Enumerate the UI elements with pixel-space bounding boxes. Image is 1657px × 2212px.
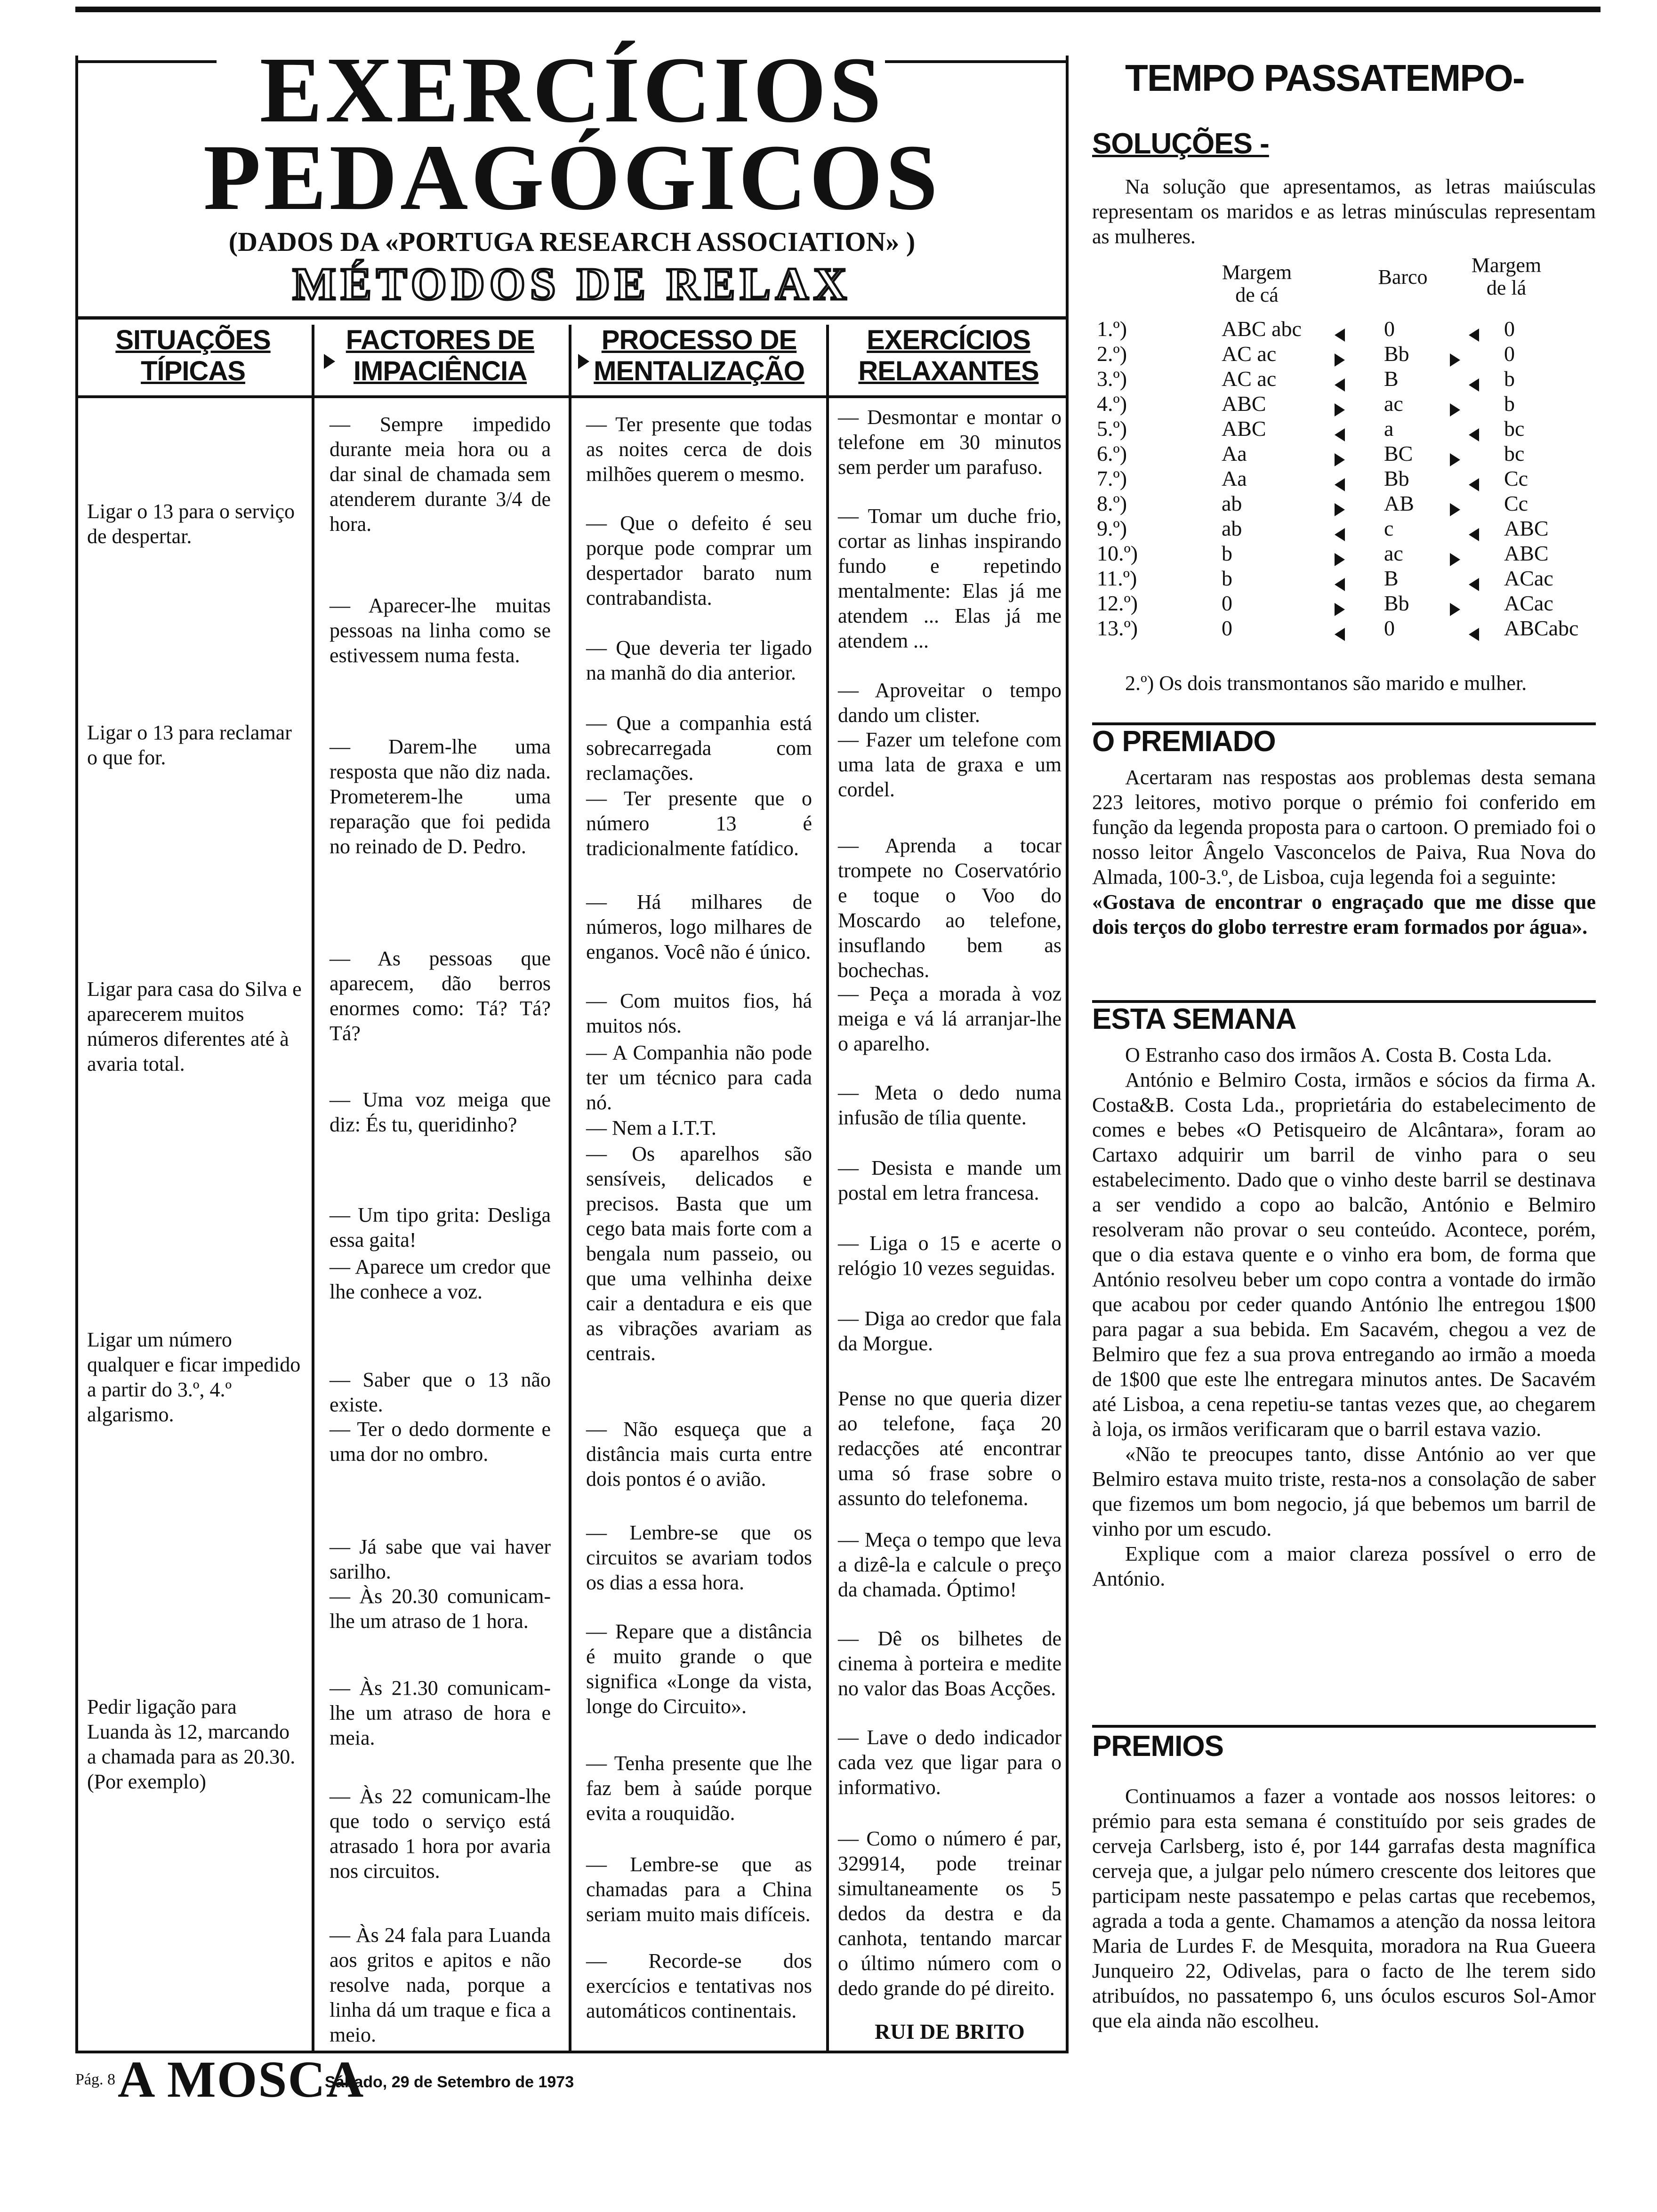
margem-ca-value: 0 bbox=[1222, 616, 1232, 640]
factor-item: — Sempre impedido durante meia hora ou a dar sinal de chamada sem atenderem durante 3/4 de hora. bbox=[330, 413, 551, 536]
exercise-item: Pense no que queria dizer ao telefone, faça 20 redacções até encontrar uma só frase sobre o assunto do telefonema. bbox=[838, 1387, 1062, 1510]
column-header-factors bbox=[320, 325, 560, 387]
barco-value: 0 bbox=[1384, 616, 1395, 640]
column-divider bbox=[826, 325, 829, 2052]
barco-value: Bb bbox=[1384, 342, 1409, 366]
exercise-item: — Fazer um telefone com uma lata de graxa e um cordel. bbox=[838, 728, 1062, 801]
margem-ca-value: AC ac bbox=[1222, 342, 1277, 366]
barco-value: c bbox=[1384, 516, 1394, 540]
factor-item: — Às 22 comunicam-lhe que todo o serviço está atrasado 1 hora por avaria nos circuitos. bbox=[330, 1785, 551, 1883]
solucoes-heading-text: SOLUÇÕES - bbox=[1092, 128, 1269, 160]
margem-ca-value: b bbox=[1222, 541, 1232, 565]
factor-item: — Ter o dedo dormente e uma dor no ombro. bbox=[330, 1418, 551, 1466]
factor-item: — Às 20.30 comunicam-lhe um atraso de 1 hora. bbox=[330, 1585, 551, 1633]
top-rule bbox=[75, 7, 1601, 12]
barco-value: a bbox=[1384, 417, 1394, 441]
premios-text: Continuamos a fazer a vontade aos nossos leitores: o prémio para esta semana é constituído por seis grades de cerveja Carlsberg, isto é, por 144 garrafas desta magnífica cerveja que, a julgar pelo número crescente dos leitores que participam neste passatempo e pelas cartas que recebemos, agrada a toda a gente. Chamamos a atenção da nossa leitora Maria de Lurdes F. de Mesquita, moradora na Rua Gueera Junqueiro 22, Odivelas, para o facto de lhe terem sido atribuídos, no passatempo 6, uns óculos escuros Sol-Amor que ela ainda não escolheu. bbox=[1092, 1785, 1596, 2032]
factor-item: — Aparecer-lhe muitas pessoas na linha como se estivessem numa festa. bbox=[330, 594, 551, 667]
margem-ca-value: Aa bbox=[1222, 466, 1247, 490]
situation-item: Ligar o 13 para o serviço de despertar. bbox=[87, 500, 295, 548]
exercise-item: — Desista e mande um postal em letra francesa. bbox=[838, 1156, 1062, 1204]
row-number: 12.º) bbox=[1097, 591, 1138, 615]
margem-la-value: ABCabc bbox=[1504, 616, 1579, 640]
solucoes-intro-text: Na solução que apresentamos, as letras maiúsculas representam os maridos e as letras minúsculas representam as mulheres. bbox=[1092, 175, 1596, 248]
barco-value: BC bbox=[1384, 441, 1413, 465]
table-header-text: Margem bbox=[1222, 261, 1292, 284]
margem-ca-value: ABC abc bbox=[1222, 317, 1302, 341]
solution-row bbox=[1097, 466, 1596, 491]
process-item: — Com muitos fios, há muitos nós. bbox=[586, 989, 812, 1037]
column-header-situations bbox=[80, 325, 306, 387]
passatempo-title: TEMPO PASSATEMPO- bbox=[1125, 57, 1524, 99]
semana-paragraph: O Estranho caso dos irmãos A. Costa B. Costa Lda. bbox=[1125, 1043, 1552, 1066]
barco-value: Bb bbox=[1384, 466, 1409, 490]
row-number: 2.º) bbox=[1097, 342, 1127, 366]
process-item: — Tenha presente que lhe faz bem à saúde porque evita a rouquidão. bbox=[586, 1752, 812, 1825]
factor-item: — Um tipo grita: Desliga essa gaita! bbox=[330, 1203, 551, 1251]
factor-item: — Às 21.30 comunicam-lhe um atraso de hora e meia. bbox=[330, 1676, 551, 1749]
exercise-item: — Meta o dedo numa infusão de tília quente. bbox=[838, 1081, 1062, 1129]
row-number: 6.º) bbox=[1097, 441, 1127, 465]
solution-row bbox=[1097, 366, 1596, 391]
solution-row bbox=[1097, 616, 1596, 641]
factor-item: — Às 24 fala para Luanda aos gritos e apitos e não resolve nada, porque a linha dá um traque e fica a meio. bbox=[330, 1923, 551, 2046]
premios-heading: PREMIOS bbox=[1092, 1730, 1223, 1763]
solution-row bbox=[1097, 591, 1596, 616]
solucoes-heading bbox=[1092, 127, 1269, 160]
row-number: 7.º) bbox=[1097, 466, 1127, 490]
solution-row bbox=[1097, 491, 1596, 516]
barco-value: ac bbox=[1384, 392, 1403, 416]
feature-title-line1: EXERCÍCIOS bbox=[259, 38, 885, 142]
column-header-line: SITUAÇÕES bbox=[115, 325, 271, 355]
margem-la-value: Cc bbox=[1504, 466, 1528, 490]
barco-value: B bbox=[1384, 566, 1399, 590]
barco-value: 0 bbox=[1384, 317, 1395, 341]
premiado-body bbox=[1092, 765, 1596, 939]
issue-date: Sábado, 29 de Setembro de 1973 bbox=[325, 2073, 574, 2091]
solution-row bbox=[1097, 441, 1596, 466]
solution-row bbox=[1097, 391, 1596, 416]
table-header-barco: Barco bbox=[1378, 265, 1428, 289]
process-item: — Que deveria ter ligado na manhã do dia anterior. bbox=[586, 636, 812, 684]
margem-la-value: ABC bbox=[1504, 541, 1549, 565]
exercise-item: — Dê os bilhetes de cinema à porteira e medite no valor das Boas Acções. bbox=[838, 1627, 1062, 1700]
arrow-right-icon bbox=[578, 354, 589, 369]
margem-la-value: b bbox=[1504, 367, 1515, 391]
factor-item: — As pessoas que aparecem, dão berros enormes como: Tá? Tá? Tá? bbox=[330, 947, 551, 1045]
row-number: 3.º) bbox=[1097, 367, 1127, 391]
solution-row bbox=[1097, 566, 1596, 591]
situation-item: Ligar um número qualquer e ficar impedido a partir do 3.º, 4.º algarismo. bbox=[87, 1328, 301, 1426]
esta-semana-body bbox=[1092, 1042, 1596, 1591]
solution-row bbox=[1097, 316, 1596, 341]
process-item: — Ter presente que o número 13 é tradicionalmente fatídico. bbox=[586, 787, 812, 860]
solution-row bbox=[1097, 516, 1596, 541]
row-number: 13.º) bbox=[1097, 616, 1138, 640]
solution-row bbox=[1097, 341, 1596, 366]
semana-paragraph: «Não te preocupes tanto, disse António ao ver que Belmiro estava muito triste, resta-nos a consolação de saber que fizemos um bom negocio, já que bebemos um barril de vinho por um escudo. bbox=[1092, 1443, 1596, 1540]
arrow-right-icon bbox=[324, 354, 335, 369]
premiado-heading: O PREMIADO bbox=[1092, 725, 1276, 758]
margem-ca-value: AC ac bbox=[1222, 367, 1277, 391]
exercise-item: — Lave o dedo indicador cada vez que ligar para o informativo. bbox=[838, 1726, 1062, 1799]
process-item: — Lembre-se que os circuitos se avariam todos os dias a essa hora. bbox=[586, 1521, 812, 1594]
process-item: — Repare que a distância é muito grande o que significa «Longe da vista, longe do Circuito». bbox=[586, 1620, 812, 1718]
process-item: — Não esqueça que a distância mais curta entre dois pontos é o avião. bbox=[586, 1418, 812, 1491]
barco-value: Bb bbox=[1384, 591, 1409, 615]
premiado-text: Acertaram nas respostas aos problemas desta semana 223 leitores, motivo porque o prémio foi conferido em função da legenda proposta para o cartoon. O premiado foi o nosso leitor Ângelo Vasconcelos de Paiva, Rua Nova do Almada, 100-3.º, de Lisboa, cuja legenda foi a seguinte: bbox=[1092, 766, 1596, 889]
margem-ca-value: 0 bbox=[1222, 591, 1232, 615]
barco-value: AB bbox=[1384, 491, 1414, 515]
exercise-item: — Desmontar e montar o telefone em 30 minutos sem perder um parafuso. bbox=[838, 406, 1062, 479]
factor-item: — Uma voz meiga que diz: És tu, queridinho? bbox=[330, 1088, 551, 1136]
exercise-item: — Diga ao credor que fala da Morgue. bbox=[838, 1307, 1062, 1355]
exercise-item: — Liga o 15 e acerte o relógio 10 vezes seguidas. bbox=[838, 1232, 1062, 1280]
margem-la-value: bc bbox=[1504, 417, 1525, 441]
column-header-line: PROCESSO DE bbox=[601, 325, 797, 355]
feature-title-line2: PEDAGÓGICOS bbox=[203, 126, 941, 230]
column-header-line: RELAXANTES bbox=[858, 356, 1039, 386]
factor-item: — Já sabe que vai haver sarilho. bbox=[330, 1535, 551, 1583]
solucoes-intro bbox=[1092, 174, 1596, 249]
premios-body bbox=[1092, 1784, 1596, 2033]
author-signature: RUI DE BRITO bbox=[875, 2020, 1025, 2044]
feature-subtitle: (DADOS DA «PORTUGA RESEARCH ASSOCIATION» ) bbox=[228, 226, 916, 257]
column-header-exercises bbox=[833, 325, 1064, 387]
masthead: A MOSCA bbox=[118, 2051, 365, 2108]
header-rule bbox=[75, 316, 1069, 320]
table-header-margem-la bbox=[1459, 254, 1553, 299]
exercise-item: — Aproveitar o tempo dando um clister. bbox=[838, 679, 1062, 727]
row-number: 10.º) bbox=[1097, 541, 1138, 565]
factor-item: — Saber que o 13 não existe. bbox=[330, 1368, 551, 1416]
row-number: 4.º) bbox=[1097, 392, 1127, 416]
exercise-item: — Como o número é par, 329914, pode treinar simultaneamente os 5 dedos da destra e da canhota, tentando marcar o último número com o dedo grande do pé direito. bbox=[838, 1827, 1062, 2000]
row-number: 5.º) bbox=[1097, 417, 1127, 441]
esta-semana-heading: ESTA SEMANA bbox=[1092, 1003, 1296, 1035]
column-divider bbox=[569, 325, 571, 2052]
row-number: 9.º) bbox=[1097, 516, 1127, 540]
table-header-margem-ca bbox=[1205, 261, 1309, 306]
margem-ca-value: ab bbox=[1222, 491, 1242, 515]
semana-paragraph: António e Belmiro Costa, irmãos e sócios da firma A. Costa&B. Costa Lda., proprietária do estabelecimento de comes e bebes «O Petisqueiro de Alcântara», foram ao Cartaxo adquirir um barril de vinho para o seu estabelecimento. Dado que o vinho deste barril se destinava a ser vendido a copo ao balcão, António e Belmiro resolveram não provar o seu conteúdo. Acontece, porém, que o dia estava quente e o vinho era bom, de forma que António resolveu beber um copo contra a vontade do irmão que acabou por ceder quando António lhe entregou 1$00 para pagar a sua bebida. Em Sacavém, chegou a vez de Belmiro que fez a sua prova entregando ao irmão a moeda de 1$00 que este lhe entregara minutos antes. De Sacavém até Lisboa, a cena repetiu-se tantas vezes que, ao chegarem à loja, os irmãos verificaram que o barril estava vazio. bbox=[1092, 1068, 1596, 1441]
process-item: — Lembre-se que as chamadas para a China seriam muito mais difíceis. bbox=[586, 1853, 812, 1926]
situation-item: Ligar para casa do Silva e aparecerem muitos números diferentes até à avaria total. bbox=[87, 978, 302, 1075]
exercise-item: — Aprenda a tocar trompete no Coservatório e toque o Voo do Moscardo ao telefone, insuflando bem as bochechas. bbox=[838, 834, 1062, 982]
situation-item: Pedir ligação para Luanda às 12, marcando a chamada para as 20.30. (Por exemplo) bbox=[87, 1695, 296, 1793]
header-rule-bottom bbox=[75, 395, 1069, 398]
exercise-item: — Tomar um duche frio, cortar as linhas inspirando fundo e repetindo mentalmente: Elas já me atendem ... Elas já me atendem ... bbox=[838, 505, 1062, 652]
row-number: 8.º) bbox=[1097, 491, 1127, 515]
feature-heading: MÉTODOS DE RELAX bbox=[292, 259, 852, 310]
factor-item: — Darem-lhe uma resposta que não diz nada. Prometerem-lhe uma reparação que foi pedida no reinado de D. Pedro. bbox=[330, 735, 551, 858]
row-number: 11.º) bbox=[1097, 566, 1137, 590]
section-rule bbox=[1092, 1725, 1596, 1728]
margem-la-value: ACac bbox=[1504, 566, 1553, 590]
page-number: Pág. 8 bbox=[75, 2071, 115, 2088]
row-number: 1.º) bbox=[1097, 317, 1127, 341]
process-item: — Nem a I.T.T. bbox=[586, 1116, 716, 1139]
margem-la-value: Cc bbox=[1504, 491, 1528, 515]
margem-ca-value: ABC bbox=[1222, 417, 1266, 441]
barco-value: ac bbox=[1384, 541, 1403, 565]
column-header-line: IMPACIÊNCIA bbox=[353, 356, 527, 386]
margem-la-value: 0 bbox=[1504, 342, 1515, 366]
column-header-line: FACTORES DE bbox=[346, 325, 535, 355]
process-item: — Os aparelhos são sensíveis, delicados e precisos. Basta que um cego bata mais forte com a bengala num passeio, ou que uma velhinha deixe cair a dentadura e eis que as vibrações avariam as centrais. bbox=[586, 1142, 812, 1365]
solution-row bbox=[1097, 416, 1596, 441]
process-item: — Que a companhia está sobrecarregada com reclamações. bbox=[586, 712, 812, 785]
situation-item: Ligar o 13 para reclamar o que for. bbox=[87, 721, 292, 769]
margem-ca-value: Aa bbox=[1222, 441, 1247, 465]
premiado-quote: «Gostava de encontrar o engraçado que me disse que dois terços do globo terrestre eram formados por água». bbox=[1092, 890, 1596, 938]
process-item: — Que o defeito é seu porque pode comprar um despertador barato num contrabandista. bbox=[586, 512, 812, 609]
column-header-line: TÍPICAS bbox=[141, 356, 245, 386]
margem-la-value: b bbox=[1504, 392, 1515, 416]
column-header-process bbox=[577, 325, 821, 387]
margem-la-value: ABC bbox=[1504, 516, 1549, 540]
semana-paragraph: Explique com a maior clareza possível o erro de António. bbox=[1092, 1542, 1596, 1590]
barco-value: B bbox=[1384, 367, 1399, 391]
column-header-line: MENTALIZAÇÃO bbox=[594, 356, 804, 386]
process-item: — A Companhia não pode ter um técnico para cada nó. bbox=[586, 1041, 812, 1114]
arrow-left-icon bbox=[1469, 621, 1479, 646]
process-item: — Ter presente que todas as noites cerca de dois milhões querem o mesmo. bbox=[586, 413, 812, 486]
table-header-text: de lá bbox=[1486, 276, 1527, 299]
margem-la-value: bc bbox=[1504, 441, 1525, 465]
table-header-text: Margem bbox=[1471, 254, 1542, 277]
column-divider bbox=[312, 325, 314, 2052]
process-item: — Recorde-se dos exercícios e tentativas nos automáticos continentais. bbox=[586, 1949, 812, 2022]
solucoes-note-text: 2.º) Os dois transmontanos são marido e mulher. bbox=[1125, 672, 1527, 695]
margem-ca-value: b bbox=[1222, 566, 1232, 590]
factor-item: — Aparece um credor que lhe conhece a voz. bbox=[330, 1255, 551, 1303]
solution-row bbox=[1097, 541, 1596, 566]
margem-la-value: 0 bbox=[1504, 317, 1515, 341]
exercise-item: — Peça a morada à voz meiga e vá lá arranjar-lhe o aparelho. bbox=[838, 982, 1062, 1055]
arrow-left-icon bbox=[1335, 621, 1345, 646]
margem-ca-value: ABC bbox=[1222, 392, 1266, 416]
table-header-text: de cá bbox=[1235, 283, 1279, 306]
column-header-line: EXERCÍCIOS bbox=[867, 325, 1030, 355]
process-item: — Há milhares de números, logo milhares de enganos. Você não é único. bbox=[586, 890, 812, 963]
exercise-item: — Meça o tempo que leva a dizê-la e calcule o preço da chamada. Óptimo! bbox=[838, 1528, 1062, 1601]
solucoes-note bbox=[1092, 671, 1596, 696]
margem-la-value: ACac bbox=[1504, 591, 1553, 615]
margem-ca-value: ab bbox=[1222, 516, 1242, 540]
